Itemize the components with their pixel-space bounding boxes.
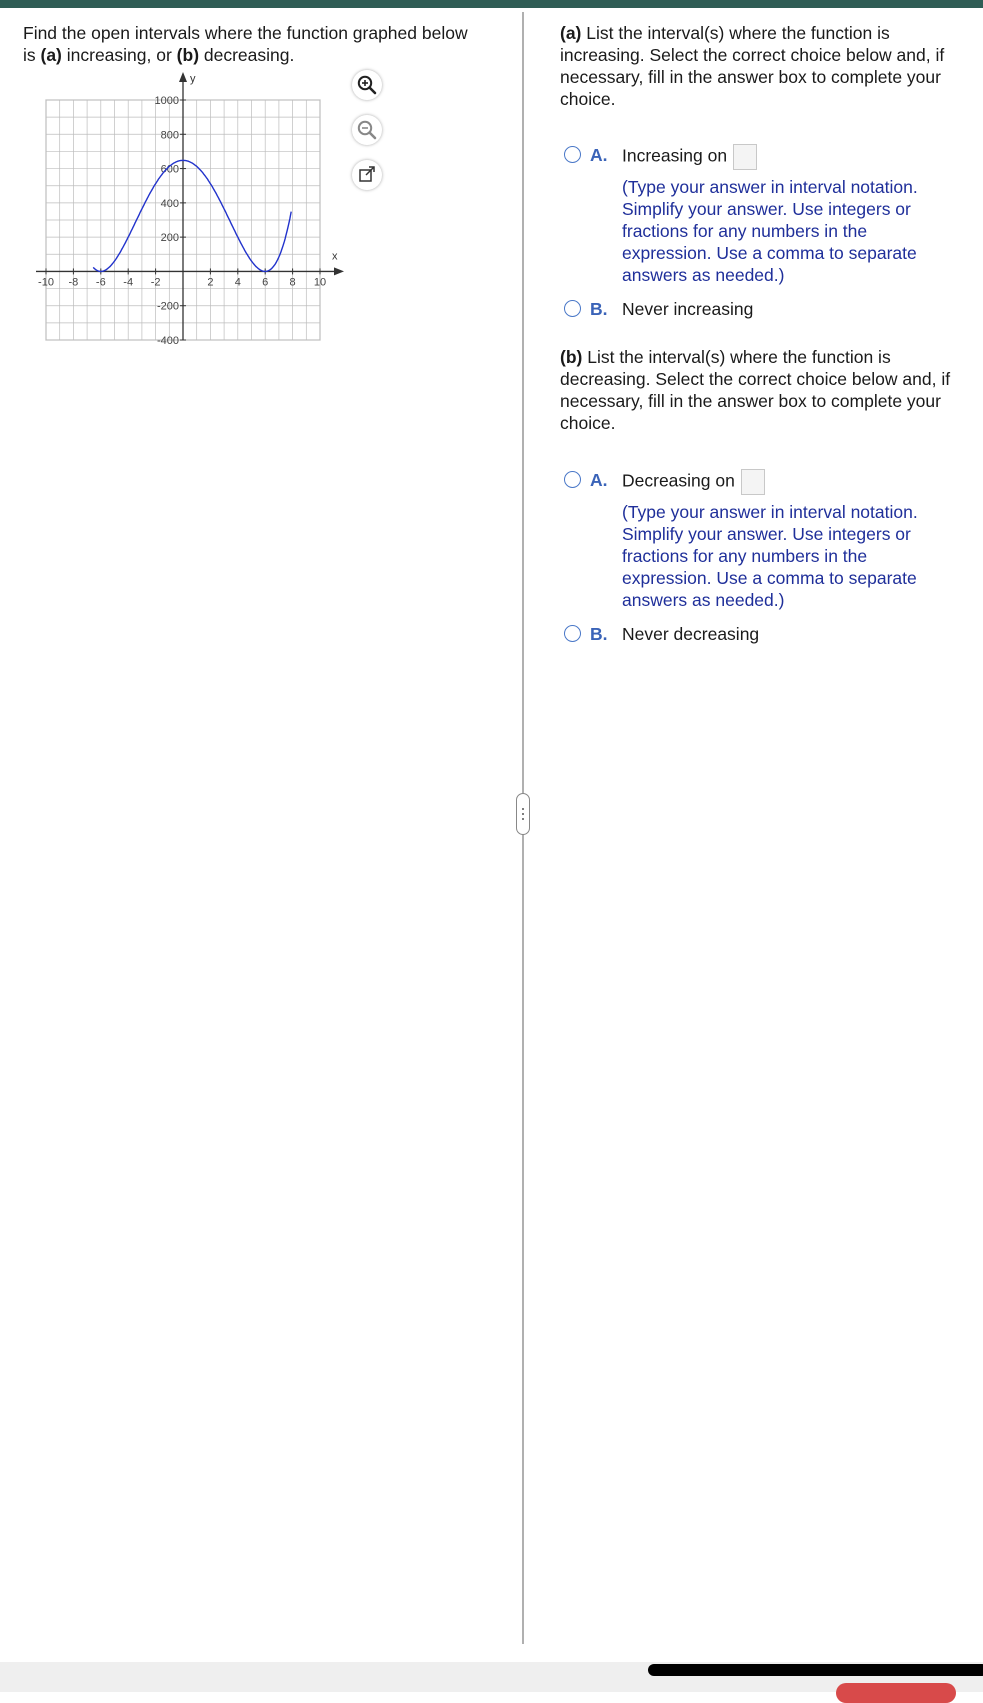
part-b-label: (b) (560, 347, 583, 367)
option-letter: B. (590, 624, 608, 644)
y-tick-label: 400 (160, 197, 179, 210)
y-tick-label: 600 (160, 163, 179, 176)
part-a-option-a-radio[interactable] (564, 146, 581, 163)
part-b-question-text: List the interval(s) where the function is decreasing. Select the correct choice below and, if necessary, fill in the answer box to complete your choice. (560, 347, 951, 433)
option-text: Never increasing (622, 299, 754, 319)
zoom-out-button[interactable] (352, 115, 382, 145)
y-tick-label: 800 (160, 129, 179, 142)
x-tick-label: 6 (262, 276, 269, 289)
part-b-question (560, 346, 970, 434)
x-tick-label: 8 (289, 276, 296, 289)
part-a-hint: (Type your answer in interval notation. Simplify your answer. Use integers or fractions for any numbers in the expression. Use a comma to separate answers as needed.) (622, 177, 918, 285)
prompt-increasing: increasing, or (61, 45, 177, 65)
part-b-answer-box[interactable] (741, 469, 765, 495)
x-tick-label: 4 (234, 276, 241, 289)
y-axis-arrow (179, 72, 187, 82)
part-a-option-a[interactable] (560, 144, 982, 286)
prompt-a: (a) (40, 45, 62, 65)
x-tick-label: 2 (207, 276, 214, 289)
top-bar (0, 0, 983, 8)
y-tick-label: 200 (160, 232, 179, 245)
zoom-in-button[interactable] (352, 70, 382, 100)
part-a-option-b[interactable] (560, 298, 982, 320)
part-a-question-text: List the interval(s) where the function is increasing. Select the correct choice below and, if necessary, fill in the answer box to complete your choice. (560, 23, 945, 109)
y-axis-label: y (190, 73, 196, 85)
x-tick-label: -10 (38, 276, 54, 289)
y-tick-label: 1000 (154, 95, 179, 107)
part-b-option-b[interactable] (560, 623, 982, 645)
x-tick-label: -2 (150, 276, 161, 289)
part-a-answer-box[interactable] (733, 144, 757, 170)
pop-out-button[interactable] (352, 160, 382, 190)
prompt-line1: Find the open intervals where the function graphed below (23, 23, 468, 43)
option-letter: A. (590, 470, 608, 490)
prompt-b: (b) (176, 45, 200, 65)
prompt-is: is (23, 45, 41, 65)
magnifier-plus-icon (356, 74, 378, 96)
option-letter: B. (590, 299, 608, 319)
graph-svg (30, 70, 350, 370)
part-a-question (560, 22, 970, 110)
x-tick-label: -8 (68, 276, 79, 289)
question-panel (0, 8, 522, 1648)
question-prompt (23, 22, 503, 66)
home-indicator (648, 1664, 983, 1676)
magnifier-minus-icon (356, 119, 378, 141)
part-b-option-b-radio[interactable] (564, 625, 581, 642)
x-axis-label: x (332, 250, 338, 263)
divider-drag-handle[interactable] (516, 793, 530, 835)
part-b-option-a[interactable] (560, 469, 982, 611)
external-link-icon (357, 165, 377, 185)
x-tick-label: -4 (123, 276, 134, 289)
option-letter: A. (590, 145, 608, 165)
x-tick-label: 10 (313, 276, 327, 289)
prompt-decreasing: decreasing. (199, 45, 295, 65)
function-graph (30, 70, 350, 375)
part-a-label: (a) (560, 23, 582, 43)
option-text: Never decreasing (622, 624, 760, 644)
part-b-hint: (Type your answer in interval notation. Simplify your answer. Use integers or fractions for any numbers in the expression. Use a comma to separate answers as needed.) (622, 502, 918, 610)
option-text: Increasing on (622, 145, 728, 166)
bottom-red-tab (836, 1683, 956, 1703)
x-axis-arrow (334, 267, 344, 275)
y-tick-label: -400 (156, 335, 179, 347)
x-tick-label: -6 (95, 276, 106, 289)
y-tick-label: -200 (156, 300, 179, 313)
part-b-option-a-radio[interactable] (564, 471, 581, 488)
part-a-option-b-radio[interactable] (564, 300, 581, 317)
option-text: Decreasing on (622, 470, 735, 491)
